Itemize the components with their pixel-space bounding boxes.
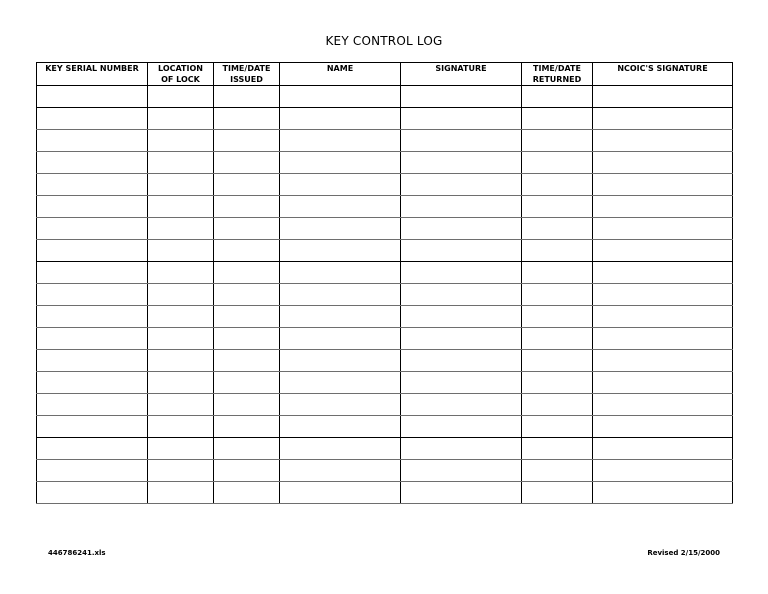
table-cell[interactable] [593,328,733,350]
table-cell[interactable] [401,394,522,416]
column-header-time-date-issued: TIME/DATE ISSUED [214,63,280,86]
table-cell[interactable] [214,416,280,438]
table-cell[interactable] [280,306,401,328]
table-cell[interactable] [522,86,593,108]
table-row [37,438,733,460]
table-cell[interactable] [280,174,401,196]
table-cell[interactable] [148,174,214,196]
table-cell[interactable] [214,262,280,284]
table-cell[interactable] [37,394,148,416]
page-title: KEY CONTROL LOG [325,34,443,48]
table-cell[interactable] [593,438,733,460]
table-cell[interactable] [401,350,522,372]
column-header-time-date-returned: TIME/DATE RETURNED [522,63,593,86]
table-cell[interactable] [593,306,733,328]
table-cell[interactable] [401,152,522,174]
table-cell[interactable] [148,482,214,504]
log-body [37,86,733,504]
table-row [37,416,733,438]
table-row [37,284,733,306]
table-cell[interactable] [401,482,522,504]
table-cell[interactable] [401,328,522,350]
table-cell[interactable] [214,394,280,416]
table-cell[interactable] [214,306,280,328]
table-cell[interactable] [522,328,593,350]
table-cell[interactable] [214,482,280,504]
table-cell[interactable] [401,86,522,108]
table-cell[interactable] [593,394,733,416]
table-row [37,86,733,108]
column-header-key-serial-number: KEY SERIAL NUMBER [37,63,148,86]
table-cell[interactable] [148,218,214,240]
table-cell[interactable] [593,240,733,262]
table-cell[interactable] [37,328,148,350]
table-cell[interactable] [401,372,522,394]
table-cell[interactable] [401,174,522,196]
key-control-table [36,62,733,504]
table-cell[interactable] [280,284,401,306]
table-cell[interactable] [37,306,148,328]
table-cell[interactable] [522,174,593,196]
table-cell[interactable] [214,372,280,394]
table-cell[interactable] [593,372,733,394]
table-row [37,152,733,174]
table-cell[interactable] [37,86,148,108]
table-cell[interactable] [593,218,733,240]
table-cell[interactable] [280,108,401,130]
table-cell[interactable] [522,108,593,130]
table-cell[interactable] [522,482,593,504]
table-cell[interactable] [401,262,522,284]
table-row [37,130,733,152]
table-row [37,218,733,240]
table-cell[interactable] [522,438,593,460]
table-cell[interactable] [522,240,593,262]
table-row [37,328,733,350]
table-row [37,372,733,394]
table-cell[interactable] [280,328,401,350]
table-cell[interactable] [148,328,214,350]
table-cell[interactable] [280,350,401,372]
table-cell[interactable] [401,306,522,328]
table-cell[interactable] [522,350,593,372]
table-row [37,240,733,262]
table-cell[interactable] [593,108,733,130]
table-cell[interactable] [522,196,593,218]
table-cell[interactable] [401,284,522,306]
table-row [37,350,733,372]
table-cell[interactable] [214,438,280,460]
table-cell[interactable] [401,218,522,240]
table-cell[interactable] [522,460,593,482]
table-cell[interactable] [214,86,280,108]
table-cell[interactable] [148,152,214,174]
table-cell[interactable] [280,482,401,504]
column-header-location-of-lock: LOCATION OF LOCK [148,63,214,86]
table-cell[interactable] [280,416,401,438]
table-cell[interactable] [148,284,214,306]
table-cell[interactable] [37,240,148,262]
table-cell[interactable] [280,196,401,218]
table-row [37,196,733,218]
table-cell[interactable] [401,240,522,262]
table-cell[interactable] [401,438,522,460]
table-cell[interactable] [214,284,280,306]
table-cell[interactable] [214,174,280,196]
revised-date-label: Revised 2/15/2000 [647,549,720,557]
table-cell[interactable] [148,130,214,152]
table-cell[interactable] [37,130,148,152]
table-cell[interactable] [148,306,214,328]
file-name-label: 446786241.xls [48,549,106,557]
table-cell[interactable] [214,152,280,174]
table-cell[interactable] [37,108,148,130]
table-cell[interactable] [401,108,522,130]
table-cell[interactable] [280,372,401,394]
table-cell[interactable] [280,460,401,482]
table-cell[interactable] [593,284,733,306]
table-cell[interactable] [280,394,401,416]
table-cell[interactable] [593,86,733,108]
table-cell[interactable] [148,438,214,460]
table-row [37,262,733,284]
table-cell[interactable] [37,284,148,306]
table-row [37,460,733,482]
table-cell[interactable] [522,218,593,240]
table-row [37,174,733,196]
table-cell[interactable] [148,262,214,284]
table-row [37,108,733,130]
table-cell[interactable] [37,196,148,218]
table-cell[interactable] [401,416,522,438]
table-cell[interactable] [37,350,148,372]
table-cell[interactable] [37,152,148,174]
table-cell[interactable] [593,130,733,152]
table-cell[interactable] [148,108,214,130]
table-cell[interactable] [522,152,593,174]
table-cell[interactable] [148,394,214,416]
table-cell[interactable] [280,152,401,174]
table-cell[interactable] [214,196,280,218]
table-cell[interactable] [214,460,280,482]
table-cell[interactable] [148,460,214,482]
table-cell[interactable] [522,130,593,152]
table-cell[interactable] [401,130,522,152]
table-cell[interactable] [593,262,733,284]
table-cell[interactable] [37,482,148,504]
table-cell[interactable] [148,240,214,262]
table-cell[interactable] [37,218,148,240]
table-cell[interactable] [148,196,214,218]
table-cell[interactable] [214,350,280,372]
table-cell[interactable] [522,306,593,328]
table-cell[interactable] [522,284,593,306]
table-cell[interactable] [37,438,148,460]
table-cell[interactable] [214,240,280,262]
table-cell[interactable] [280,240,401,262]
table-cell[interactable] [214,218,280,240]
table-cell[interactable] [401,196,522,218]
column-header-name: NAME [280,63,401,86]
table-cell[interactable] [148,350,214,372]
table-cell[interactable] [37,416,148,438]
table-row [37,306,733,328]
header-row [37,63,733,86]
table-cell[interactable] [148,372,214,394]
column-header-ncoic-signature: NCOIC'S SIGNATURE [593,63,733,86]
table-cell[interactable] [593,482,733,504]
table-cell[interactable] [401,460,522,482]
table-cell[interactable] [522,372,593,394]
table-cell[interactable] [593,350,733,372]
table-cell[interactable] [593,174,733,196]
table-cell[interactable] [37,372,148,394]
table-cell[interactable] [148,416,214,438]
table-row [37,482,733,504]
table-cell[interactable] [214,130,280,152]
table-cell[interactable] [280,130,401,152]
table-cell[interactable] [280,262,401,284]
table-cell[interactable] [522,416,593,438]
table-cell[interactable] [593,196,733,218]
column-header-signature: SIGNATURE [401,63,522,86]
table-cell[interactable] [593,460,733,482]
table-cell[interactable] [593,152,733,174]
table-cell[interactable] [280,218,401,240]
table-cell[interactable] [522,262,593,284]
table-cell[interactable] [214,328,280,350]
table-cell[interactable] [280,86,401,108]
table-row [37,394,733,416]
table-cell[interactable] [522,394,593,416]
table-cell[interactable] [37,174,148,196]
table-cell[interactable] [214,108,280,130]
table-cell[interactable] [148,86,214,108]
table-cell[interactable] [37,262,148,284]
table-cell[interactable] [593,416,733,438]
table-cell[interactable] [280,438,401,460]
table-cell[interactable] [37,460,148,482]
